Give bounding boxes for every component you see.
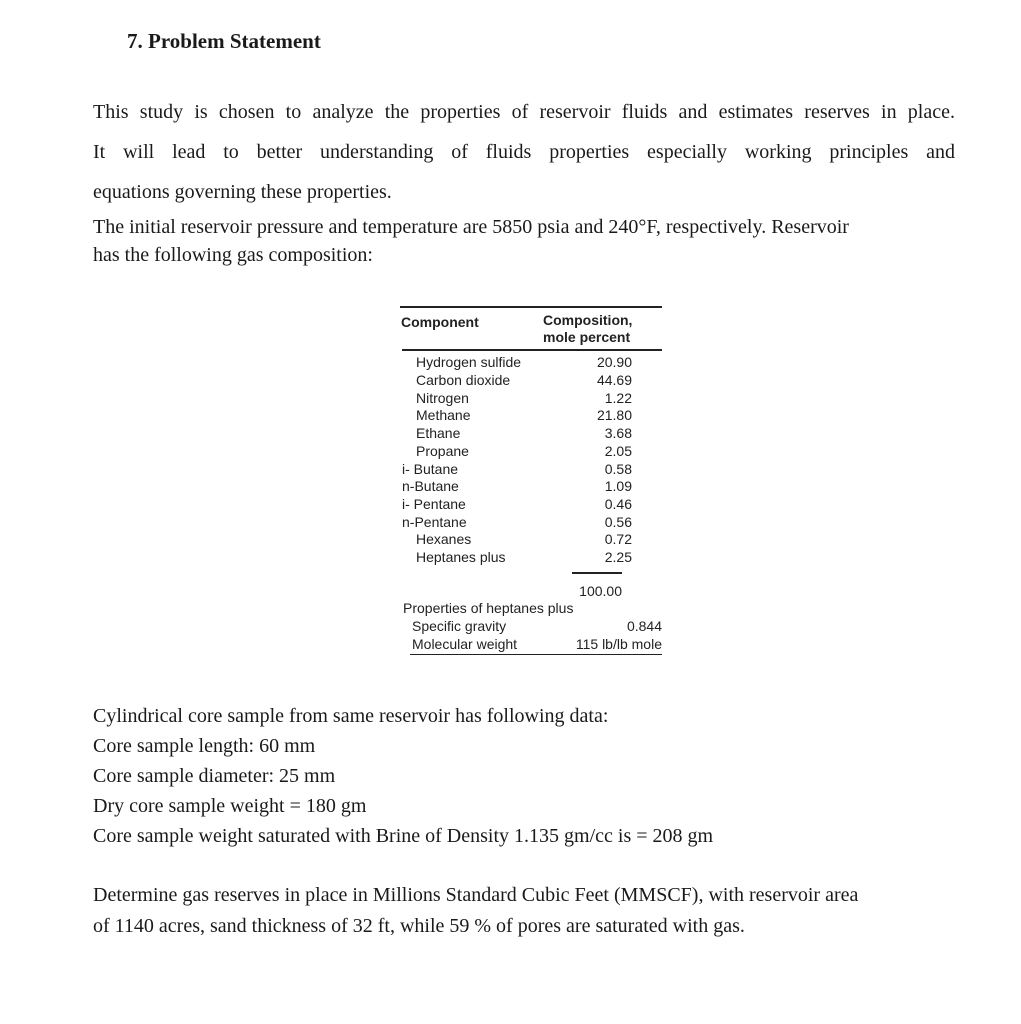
component-value: 0.46	[604, 496, 632, 512]
component-value: 44.69	[596, 372, 632, 388]
header-composition	[543, 312, 632, 346]
core-saturated-weight: Core sample weight saturated with Brine of Density 1.135 gm/cc is = 208 gm	[93, 825, 714, 847]
table-row	[400, 549, 632, 567]
table-row	[400, 461, 632, 479]
component-value: 1.09	[604, 478, 632, 494]
section-heading: 7. Problem Statement	[127, 29, 321, 53]
table-top-rule	[400, 306, 662, 308]
total-rule	[572, 572, 622, 574]
core-intro: Cylindrical core sample from same reservoir has following data:	[93, 705, 609, 727]
table-row	[400, 354, 632, 372]
component-name: Nitrogen	[416, 390, 469, 406]
core-sample-data	[93, 701, 713, 851]
core-diameter: Core sample diameter: 25 mm	[93, 765, 336, 787]
component-name: Hydrogen sulfide	[416, 354, 522, 370]
specific-gravity-value: 0.844	[626, 618, 662, 634]
header-composition-line-2: mole percent	[543, 329, 631, 345]
component-value: 1.22	[604, 390, 632, 406]
table-row	[400, 531, 632, 549]
component-name: Methane	[416, 407, 471, 423]
intro-line-2: It will lead to better understanding of fluids properties especially working principles and	[93, 141, 955, 163]
component-name: n-Pentane	[402, 514, 467, 530]
header-component: Component	[401, 314, 479, 330]
conditions-line-1: The initial reservoir pressure and temperature are 5850 psia and 240°F, respectively. Reservoir	[93, 216, 849, 238]
table-row	[400, 496, 632, 514]
table-row	[400, 443, 632, 461]
component-value: 0.56	[604, 514, 632, 530]
total-value: 100.00	[579, 583, 622, 599]
table-header-rule	[402, 349, 662, 351]
specific-gravity-row	[412, 618, 662, 636]
table-row	[400, 390, 632, 408]
properties-title: Properties of heptanes plus	[403, 600, 574, 616]
component-name: n-Butane	[402, 478, 459, 494]
task-paragraph	[93, 880, 955, 942]
component-value: 0.72	[604, 531, 632, 547]
intro-paragraph	[93, 92, 955, 212]
table-row	[400, 478, 632, 496]
core-length: Core sample length: 60 mm	[93, 735, 316, 757]
table-row	[400, 407, 632, 425]
conditions-paragraph	[93, 213, 955, 269]
component-value: 20.90	[596, 354, 632, 370]
table-bottom-rule	[410, 654, 662, 655]
component-name: i- Pentane	[402, 496, 466, 512]
core-dry-weight: Dry core sample weight = 180 gm	[93, 795, 367, 817]
header-composition-line-1: Composition,	[543, 312, 633, 328]
task-line-1: Determine gas reserves in place in Millions Standard Cubic Feet (MMSCF), with reservoir area	[93, 884, 859, 906]
component-value: 2.05	[604, 443, 632, 459]
conditions-line-2: has the following gas composition:	[93, 244, 373, 266]
intro-line-3: equations governing these properties.	[93, 181, 392, 203]
component-name: Ethane	[416, 425, 461, 441]
molecular-weight-row	[412, 636, 662, 654]
table-row	[400, 425, 632, 443]
molecular-weight-value: 115 lb/lb mole	[575, 636, 662, 652]
component-name: Propane	[416, 443, 469, 459]
component-value: 3.68	[604, 425, 632, 441]
component-name: Heptanes plus	[416, 549, 506, 565]
component-value: 0.58	[604, 461, 632, 477]
component-value: 21.80	[596, 407, 632, 423]
table-row	[400, 514, 632, 532]
intro-line-1: This study is chosen to analyze the properties of reservoir fluids and estimates reserves in place.	[93, 101, 955, 123]
component-name: Hexanes	[416, 531, 472, 547]
molecular-weight-label: Molecular weight	[412, 636, 518, 652]
component-name: Carbon dioxide	[416, 372, 511, 388]
component-name: i- Butane	[402, 461, 459, 477]
component-value: 2.25	[604, 549, 632, 565]
specific-gravity-label: Specific gravity	[412, 618, 507, 634]
task-line-2: of 1140 acres, sand thickness of 32 ft, while 59 % of pores are saturated with gas.	[93, 915, 745, 937]
table-row	[400, 372, 632, 390]
